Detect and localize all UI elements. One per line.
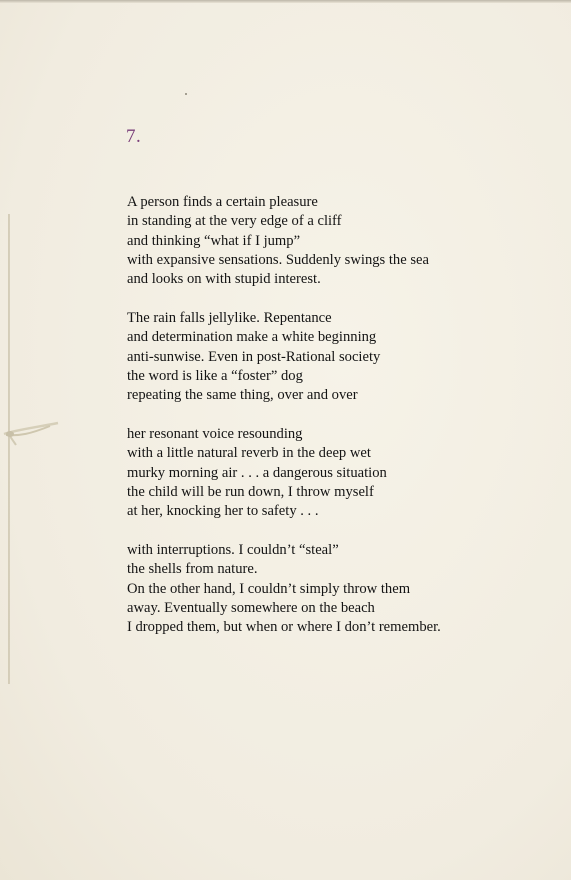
poem-line: the word is like a “foster” dog [127, 367, 303, 384]
poem-line: with expansive sensations. Suddenly swings the sea [127, 251, 429, 268]
poem-line: at her, knocking her to safety . . . [127, 503, 319, 520]
poem-line: in standing at the very edge of a cliff [127, 213, 342, 230]
page-top-edge [0, 0, 571, 3]
poem-line: anti-sunwise. Even in post-Rational society [127, 348, 381, 365]
poem-line: The rain falls jellylike. Repentance [127, 309, 332, 326]
poem-stanza [127, 425, 547, 521]
paper-speck [185, 93, 187, 95]
poem-line: the shells from nature. [127, 561, 258, 578]
poem-body [127, 193, 547, 657]
binding-thread [8, 214, 10, 684]
poem-line: away. Eventually somewhere on the beach [127, 599, 375, 616]
page-number: 7. [126, 126, 142, 147]
poem-line: and thinking “what if I jump” [127, 232, 301, 249]
poem-stanza [127, 309, 547, 405]
poem-line: the child will be run down, I throw myself [127, 483, 374, 500]
poem-line: and looks on with stupid interest. [127, 271, 321, 288]
poem-line: her resonant voice resounding [127, 425, 303, 442]
poem-line: I dropped them, but when or where I don’t remember. [127, 619, 441, 636]
poem-line: and determination make a white beginning [127, 329, 377, 346]
poem-line: On the other hand, I couldn’t simply throw them [127, 580, 411, 597]
poem-stanza [127, 193, 547, 289]
poem-line: with interruptions. I couldn’t “steal” [127, 541, 339, 558]
poem-line: murky morning air . . . a dangerous situation [127, 464, 387, 481]
poem-line: repeating the same thing, over and over [127, 387, 358, 404]
poem-line: with a little natural reverb in the deep wet [127, 445, 371, 462]
poem-stanza [127, 541, 547, 637]
poem-line: A person finds a certain pleasure [127, 194, 318, 210]
binding-knot-icon [2, 420, 62, 446]
